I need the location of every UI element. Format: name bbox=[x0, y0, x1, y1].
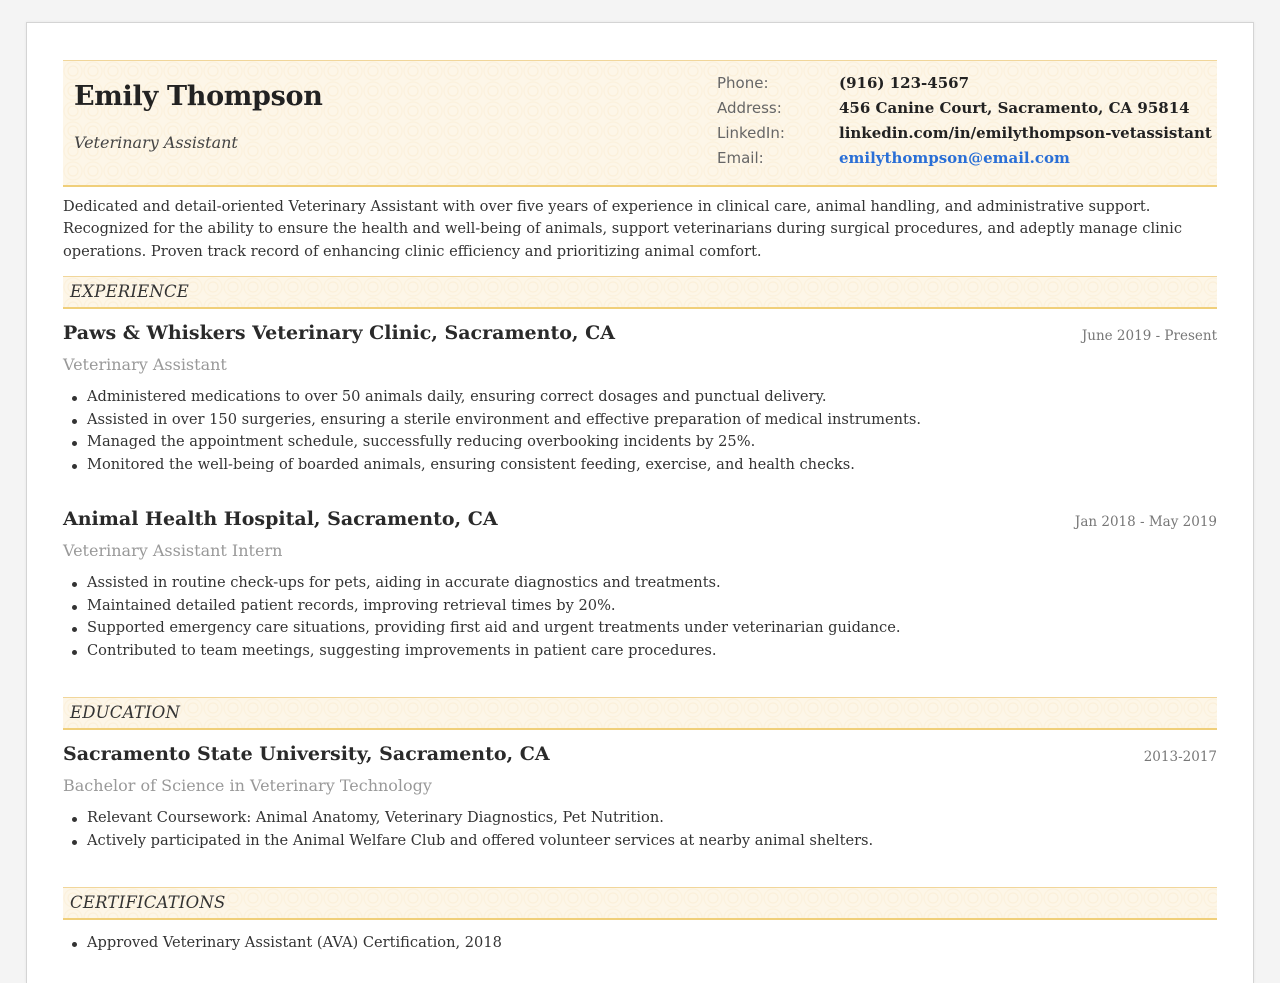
email-link[interactable]: emilythompson@email.com bbox=[839, 149, 1070, 167]
list-item: Contributed to team meetings, suggesting improvements in patient care procedures. bbox=[87, 640, 900, 663]
list-item: Monitored the well-being of boarded animals, ensuring consistent feeding, exercise, and health checks. bbox=[87, 454, 921, 477]
section-certifications bbox=[63, 887, 1217, 920]
degree: Bachelor of Science in Veterinary Technology bbox=[63, 776, 432, 795]
list-item: Assisted in routine check-ups for pets, aiding in accurate diagnostics and treatments. bbox=[87, 572, 900, 595]
section-title: EXPERIENCE bbox=[70, 282, 190, 301]
contact-label: Phone: bbox=[717, 74, 769, 92]
school-name: Sacramento State University, Sacramento, CA bbox=[63, 743, 550, 765]
contact-label: LinkedIn: bbox=[717, 124, 785, 142]
responsibility-list bbox=[63, 572, 900, 662]
contact-value: (916) 123-4567 bbox=[839, 74, 970, 92]
contact-label: Email: bbox=[717, 149, 764, 167]
resume-page bbox=[26, 22, 1254, 983]
employer-name: Paws & Whiskers Veterinary Clinic, Sacramento, CA bbox=[63, 322, 615, 344]
certification-list bbox=[63, 932, 502, 955]
candidate-title: Veterinary Assistant bbox=[74, 133, 238, 152]
responsibility-list bbox=[63, 386, 921, 476]
education-dates: 2013-2017 bbox=[1143, 749, 1217, 765]
contact-label: Address: bbox=[717, 99, 782, 117]
list-item: Actively participated in the Animal Welfare Club and offered volunteer services at nearby animal shelters. bbox=[87, 830, 873, 853]
list-item: Approved Veterinary Assistant (AVA) Certification, 2018 bbox=[87, 932, 502, 955]
job-role: Veterinary Assistant Intern bbox=[63, 541, 283, 560]
contact-value: 456 Canine Court, Sacramento, CA 95814 bbox=[839, 99, 1190, 117]
candidate-name: Emily Thompson bbox=[74, 81, 323, 112]
section-title: EDUCATION bbox=[70, 703, 181, 722]
section-title: CERTIFICATIONS bbox=[70, 893, 226, 912]
employer-name: Animal Health Hospital, Sacramento, CA bbox=[63, 508, 498, 530]
list-item: Managed the appointment schedule, successfully reducing overbooking incidents by 25%. bbox=[87, 431, 921, 454]
contact-value: linkedin.com/in/emilythompson-vetassistant bbox=[839, 124, 1212, 142]
list-item: Relevant Coursework: Animal Anatomy, Veterinary Diagnostics, Pet Nutrition. bbox=[87, 807, 873, 830]
list-item: Supported emergency care situations, providing first aid and urgent treatments under veterinarian guidance. bbox=[87, 617, 900, 640]
resume-header bbox=[63, 60, 1217, 187]
list-item: Administered medications to over 50 animals daily, ensuring correct dosages and punctual delivery. bbox=[87, 386, 921, 409]
list-item: Assisted in over 150 surgeries, ensuring a sterile environment and effective preparation of medical instruments. bbox=[87, 409, 921, 432]
section-experience bbox=[63, 276, 1217, 309]
section-education bbox=[63, 697, 1217, 730]
employment-dates: Jan 2018 - May 2019 bbox=[1074, 514, 1217, 530]
job-role: Veterinary Assistant bbox=[63, 355, 227, 374]
education-details bbox=[63, 807, 873, 852]
employment-dates: June 2019 - Present bbox=[1081, 328, 1217, 344]
list-item: Maintained detailed patient records, improving retrieval times by 20%. bbox=[87, 595, 900, 618]
professional-summary: Dedicated and detail-oriented Veterinary Assistant with over five years of experience in clinical care, animal handling, and administrative support. Recognized for the ability to ensure the health and well-being of animals, support veterinarians during surgical procedures, and adeptly manage clinic operations. Proven track record of enhancing clinic efficiency and prioritizing animal comfort. bbox=[63, 198, 1183, 260]
